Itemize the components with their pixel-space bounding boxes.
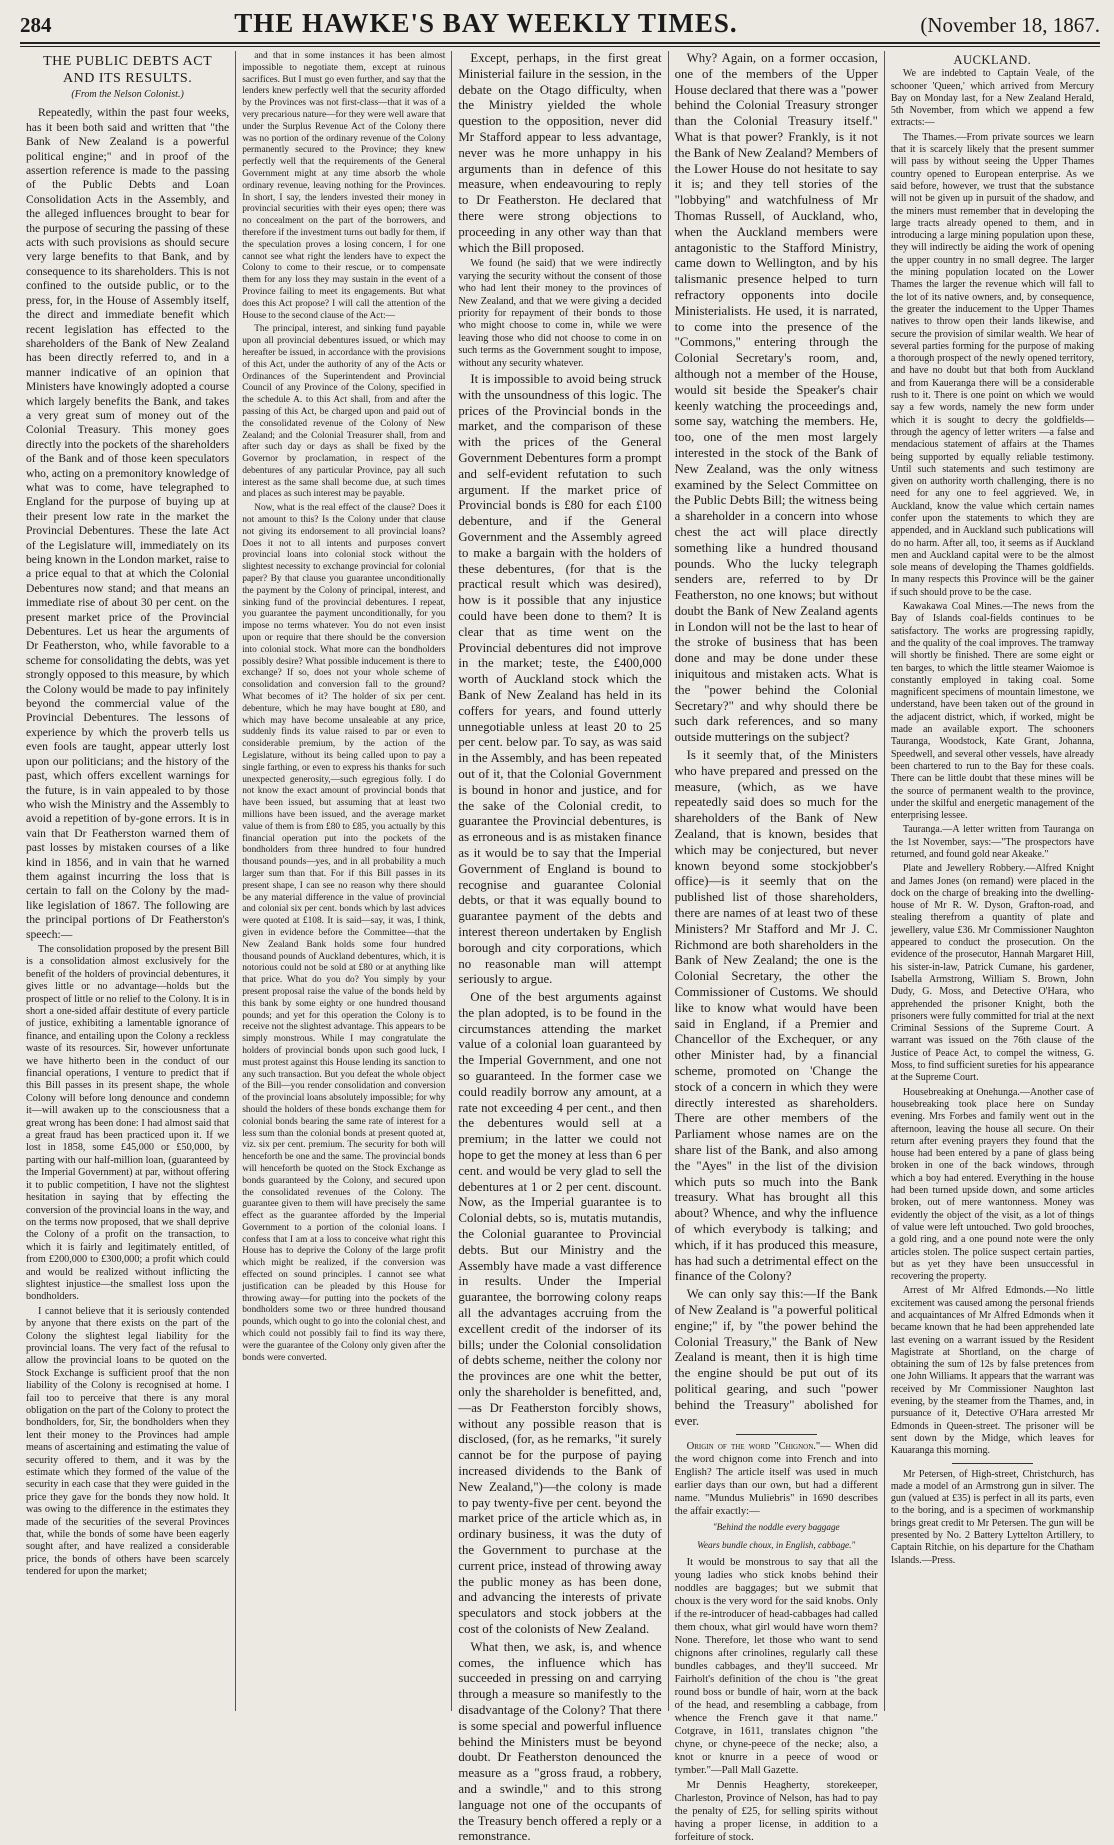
paragraph: Except, perhaps, in the first great Ministerial failure in the session, in the debate on the Otago difficulty, when the Ministry yielded the whole question to the opposition, never did Mr Stafford appear to less advantage, never was he more unhappy in his arguments than in defence of this measure, when endeavouring to reply to Dr Featherston. He declared that there were strong objections to proceeding in any other way than that which the Bill proposed. xyxy=(458,51,662,255)
column-1 xyxy=(20,51,236,1711)
paragraph: The Thames.—From private sources we learn that it is scarcely likely that the present summer will pass by without seeing the Upper Thames country opened to European enterprise. As we said before, however, we trust that the substance will not be given up in pursuit of the shadow, and the miners must remember that in developing the large tracts already opened to them, and in introducing a large mining population upon these, they will indirectly be aiding the work of opening the upper country in no small degree. The larger the mining population located on the Lower Thames the larger the revenue which will fall to the lot of its native owners, and, by consequence, the greater the inducement to the Upper Thames natives to throw open their lands likewise, and secure the provision of similar wealth. We hear of several parties forming for the purpose of making a thorough prospect of the newly opened territory, and have no doubt but that both from Auckland and from Kaueranga there will be a considerable rush to it. There is one point on which we would say a few words, namely the new form under which it is sought to decry the goldfields—through the agency of letter writers —a false and mendacious statement of affairs at the Thames being supported by equally reliable testimony. Until such statements and such testimony are given on authority worth challenging, there is no need for any one to feel aggrieved. We, in Auckland, know the value which certain names confer upon the statements to which they are appended, and in Auckland such publications will do no harm. After all, too, it seems as if Auckland men and Auckland capital were to be the almost sole means of developing the Thames goldfields. In many respects this Province will be the gainer if such should prove to be the case. xyxy=(890,131,1095,598)
paragraph: Repeatedly, within the past four weeks, has it been both said and written that "the Bank of New Zealand is a powerful political engine;" and in proof of the assertion reference is made to the passing of the Public Debts and Loan Consolidation Acts in the Assembly, and the alleged influences brought to bear for the purpose of securing the passing of these acts with such provisions as should secure very large benefits to that Bank, and by consequence to its shareholders. This is not confined to the outside public, or to the press, for, in the House of Assembly itself, the direct and immediate benefit which recent legislation has effected to the shareholders of the Bank of New Zealand has been directly referred to, and in a manner indicative of an opinion that Ministers have knowingly adopted a course which largely benefits the Bank, and takes a very great sum of money out of the Colonial Treasury. This money goes directly into the pockets of the shareholders of the Bank and of those keen speculators who, acting on a premonitory knowledge of what was to come, have telegraphed to England for the purpose of buying up at their present low rate in the market the Provincial Debentures. These the late Act of the Legislature will, immediately on its being known in the London market, raise to a price equal to that at which the Colonial Debentures now stand; and that means an immediate rise of about 30 per cent. on the present market price of the Provincial Debentures. Let us hear the arguments of Dr Featherston, who, while favorable to a scheme for consolidating the debts, was yet strongly opposed to this measure, by which the Colony would be made to pay infinitely beyond the commercial value of the Provincial Debentures. The lessons of experience by which the proverb tells us even fools are taught, appear utterly lost upon our politicians; and the history of the past, which offers excellent warnings for the future, is in vain appealed to by those who wish the Ministry and the Assembly to avoid a repetition of by-gone errors. It is in vain that Dr Featherston warned them of past losses by mistaken courses of a like kind in 1856, and in vain that he warned them against incurring the loss that is certain to fall on the Colony by the mad-like legislation of 1867. The following are the principal portions of Dr Featherston's speech:— xyxy=(26,106,230,941)
paragraph xyxy=(675,1440,878,1518)
paragraph: I cannot believe that it is seriously contended by anyone that there exists on the part of the Colony the slightest legal liability for the provincial loans. The very fact of the refusal to allow the provincial loans to be quoted on the Stock Exchange is sufficient proof that the non liability of the Colony is recognised at home. I fail too to perceive that there is any moral obligation on the part of the Colony to protect the bondholders, for, Sir, the bondholders when they lent their money to the Provinces had ample means of ascertaining and estimating the value of security offered to them, and it was by the estimate which they formed of the value of the security in each case that they were guided in the price they gave for the bonds they now hold. It was owing to the difference in the estimates they made of the securities of the several Provinces that, while the bonds of some have been eagerly sought after, and have realized a considerable price, the bonds of others have been scarcely tendered for upon the market; xyxy=(26,1305,230,1578)
quoted-paragraph: We found (he said) that we were indirectly varying the security without the consent of those who had lent their money to the provinces of New Zealand, and that we were giving a decided priority for repayment of their bonds to those who might choose to come in, while we were leaving those who did not choose to come in on such terms as the Government sought to impose, without any security whatever. xyxy=(458,258,662,369)
column-2 xyxy=(236,51,452,1711)
section-title-chignon: Origin of the word "Chignon."— xyxy=(686,1441,831,1453)
paragraph: One of the best arguments against the plan adopted, is to be found in the circumstances attending the market value of a colonial loan guaranteed by the Imperial Government, and one not so guaranteed. In the former case we could readily borrow any amount, at a rate not exceeding 4 per cent., and then the debentures would sell at a premium; in the latter we could not hope to get the money at less than 6 per cent. and would be very glad to sell the debentures at 1 or 2 per cent. discount. Now, as the Imperial guarantee is to Colonial debts, so is, mutatis mutandis, the Colonial guarantee to Provincial debts. But our Ministry and the Assembly have made a vast difference in results. Under the Imperial guarantee, the borrowing colony reaps all the advantages accruing from the excellent credit of the indorser of its bills; under the Colonial consolidation of debts scheme, neither the colony nor the provinces are one whit the better, only the shareholder is benefitted, and,—as Dr Featherston forcibly shows, without any possible reason that is disclosed, (for, as he remarks, "it surely cannot be for the purpose of paying increased dividends to the Bank of New Zealand,")—the colony is made to pay twenty-five per cent. beyond the market price of the article which as, in ordinary business, it was the duty of the Government to purchase at the current price, instead of throwing away the public money as has been done, and advancing the interests of private speculators and stock jobbers at the cost of the colonists of New Zealand. xyxy=(458,990,662,1636)
paragraph: Arrest of Mr Alfred Edmonds.—No little excitement was caused among the personal friends and acquaintances of Mr Alfred Edmonds when it became known that he had been apprehended late last evening on a warrant issued by the Resident Magistrate at Shortland, on the charge of obtaining the sum of 12s by false pretences from one John Williams. It appears that the warrant was received by Mr Commissioner Naughton last evening, by the steamer from the Thames, and, in pursuance of it, Detective O'Hara arrested Mr Edmonds in Queen-street. The prisoner will be sent down by the Midge, which leaves for Kauaranga this morning. xyxy=(890,1285,1095,1457)
verse-line: "Behind the noddle every baggage xyxy=(712,1522,840,1533)
newspaper-title: THE HAWKE'S BAY WEEKLY TIMES. xyxy=(234,8,738,38)
paragraph: It is impossible to avoid being struck with the unsoundness of this logic. The prices of the Provincial bonds in the market, and the comparison of these with the prices of the General Government Debentures form a prompt and self-evident refutation to such argument. If the market price of Provincial bonds is £80 for each £100 debenture, and if the General Government and the Assembly agreed to make a bargain with the holders of these debentures, (for that is the practical result which was desired), how is it possible that any injustice could have been done to them? It is clear that as time went on the Provincial debentures did not improve in the market; teste, the £400,000 worth of Auckland stock which the Bank of New Zealand has held in its coffers for years, and found utterly unnegotiable unless at least 20 to 25 per cent. below par. To say, as was said in the Assembly, and has been repeated out of it, that the Colonial Government is bound in honor and justice, and for the sake of the Colonial credit, to guarantee the Provincial debentures, is as erroneous and is as mistaken finance as it would be to say that the Imperial Government of England is bound to recognise and guarantee Colonial debts, or that it was equally bound to guarantee payment of the debts and interest thereon undertaken by English borough and city corporations, which no reasonable man will attempt seriously to argue. xyxy=(458,372,662,987)
paragraph: We can only say this:—If the Bank of New Zealand is "a powerful political engine;" if, by "the power behind the Colonial Treasury," the Bank of New Zealand is meant, then it is high time the engine should be put out of its political gearing, and such "power behind the Treasury" abolished for ever. xyxy=(674,1287,878,1428)
paragraph: and that in some instances it has been almost impossible to negotiate them, except at ruinous sacrifices. But I must go even further, and say that the lenders knew perfectly well that the security afforded by the Provinces was not first-class—that it was of a very precarious nature—for they were well aware that under the Surplus Revenue Act of the Colony there was no portion of the ordinary revenue of the Colony permanently secured to the Province; they knew perfectly well that the requirements of the General Government might at any time absorb the whole ordinary revenue, leaving nothing for the Provinces. In short, I say, the lenders invested their money in provincial securities with their eyes open; there was no concealment on the part of the borrowers, and therefore if the investment turns out badly for them, if the speculation proves a losing concern, I for one cannot see what right the lenders have to expect the Colony to come to their rescue, or to compensate them for any loss they may sustain in the event of a Province failing to meet its engagements. But what does this Act propose? I will call the attention of the House to the second clause of the Act:— xyxy=(242,51,446,321)
paragraph: Plate and Jewellery Robbery.—Alfred Knight and James Jones (on remand) were placed in the dock on the charge of breaking into the dwelling-house of Mr R. W. Dyson, Grafton-road, and stealing therefrom a quantity of plate and jewellery, value £36. Mr Commissioner Naughton appeared to conduct the prosecution. On the evidence of the prosecutor, Hannah Margaret Hill, his sister-in-law, Patrick Cumane, his gardener, Isabella Armstrong, William S. Brown, John Dudy, G. Moss, and Detective O'Hara, who apprehended the prisoner Knight, both the prisoners were fully committed for trial at the next Criminal Sessions of the Supreme Court. A warrant was issued on the 76th clause of the Justice of Peace Act, to compel the witness, G. Moss, to find sufficient sureties for his appearance at the Supreme Court. xyxy=(890,863,1095,1084)
paragraph: It would be monstrous to say that all the young ladies who stick knobs behind their noddles are baggages; but we submit that choux is the very word for the said knobs. Only if the re-introducer of head-cabbages had called them choux, what girl would have worn them? None. Therefore, let those who want to send chignons after crinolines, regularly call these bundles cabbages, and they'll succeed. Mr Fairholt's definition of the chou is "the great round boss or bundle of hair, worn at the back of the head, and resembling a cabbage, from whence the French gave it that name." Cotgrave, in 1611, translates chignon "the chyne, or chyne-peece of the necke; also, a knot or knurre in a peece of wood or tymber."—Pall Mall Gazette. xyxy=(674,1556,878,1776)
section-divider xyxy=(736,1434,817,1435)
masthead-rule xyxy=(20,46,1100,47)
paragraph: Why? Again, on a former occasion, one of the members of the Upper House declared that there was a "power behind the Colonial Treasury stronger than the Colonial Treasury itself." What is that power? Frankly, is it not the Bank of New Zealand? Members of the Lower House do not hesitate to say it is; and they tell stories of the "lobbying" and watchfulness of Mr Thomas Russell, of Auckland, who, when the Auckland members were antagonistic to the Stafford Ministry, came down to Wellington, and by his talismanic presence helped to turn refractory opponents into docile Ministerialists. He used, it is narrated, to come into the presence of the "Commons," entering through the Colonial Secretary's room, and, although not a member of the House, would sit beside the Speaker's chair keenly watching the proceedings and, some say, watching the members. He, too, one of the men most largely interested in the stock of the Bank of New Zealand, was the only witness examined by the Select Committee on the Public Debts Bill; the witness being a shareholder in a concern into whose chest the act will place directly something like a hundred thousand pounds. Who the lucky telegraph senders are, referred to by Dr Featherston, no one knows; but without doubt the Bank of New Zealand agents in London will not be the last to hear of the stroke of business that has been done and may be done under these iniquitous and mistaken acts. What is the "power behind the Colonial Secretary?" and why should there be such dark references, and so many outside mutterings on the subject? xyxy=(674,51,878,745)
paragraph: The consolidation proposed by the present Bill is a consolidation almost exclusively for the benefit of the holders of provincial debentures, it gives little or no advantage—holds but the prospect of little or no relief to the Colony. It is in short a one-sided affair destitute of every particle of justice, exhibiting a lamentable ignorance of finance, and entailing upon the Colony a reckless waste of its resources. Sir, however unfortunate we have hitherto been in the conduct of our financial operations, I venture to predict that if this Bill passes in its present shape, the whole Colony will before long denounce and condemn it—will awaken up to the consciousness that a great wrong has been done: I had almost said that a great fraud has been practiced upon it. If we lost in 1858, some £45,000 or £50,000, by parting with our half-million loan, (guaranteed by the Imperial Government) at par, without offering it to public competition, I have not the slightest hesitation in saying that by effecting the conversion of the provincial loans in the way, and on the terms now proposed, that we shall deprive the Colony of a profit on the transaction, to which it is fairly and legitimately entitled, of from £200,000 to £300,000; a profit which could and would be realized without inflicting the slightest injustice—the smallest loss upon the bondholders. xyxy=(26,943,230,1303)
paragraph: Mr Dennis Heagherty, storekeeper, Charleston, Province of Nelson, has had to pay the penalty of £25, for selling spirits without having a proper license, in addition to a forfeiture of stock. xyxy=(674,1779,878,1843)
chignon-text: When did the word chignon come into French and into English? The article itself was used in much earlier days than our own, but had a different name. "Mundus Muliebris" in 1690 describes the affair exactly:— xyxy=(674,1441,878,1518)
masthead xyxy=(20,8,1100,44)
article-source: (From the Nelson Colonist.) xyxy=(71,89,184,100)
paragraph: Kawakawa Coal Mines.—The news from the Bay of Islands coal-fields continues to be satisfactory. The works are progressing rapidly, and the quality of the coal improves. The tramway will shortly be finished. There are some eight or ten barges, to which the little steamer Waiomoe is constantly employed in taking coal. Some magnificent specimens of mountain limestone, we understand, have been taken out of the ground in the adjacent district, which, if worked, might be made an available export. The schooners Tauranga, Woodstock, Kate Grant, Johanna, Speedwell, and several other vessels, have already been chartered to run to the Bay for these coals. There can be little doubt that these mines will be the source of permanent wealth to the province, under the skilful and energetic management of the enterprising lessee. xyxy=(890,601,1095,822)
article-heading-public-debts: THE PUBLIC DEBTS ACT AND ITS RESULTS. xyxy=(43,54,213,86)
paragraph: Tauranga.—A letter written from Tauranga on the 1st November, says:—"The prospectors have returned, and found gold near Akeake." xyxy=(890,824,1095,860)
column-5 xyxy=(885,51,1100,1711)
paragraph: Now, what is the real effect of the clause? Does it not amount to this? Is the Colony under that clause not giving its endorsement to all provincial loans? Does it not to all intents and purposes convert provincial loans into colonial stock without the slightest necessity to exchange provincial for colonial paper? By that clause you guarantee unconditionally the payment by the Colony of principal, interest, and sinking fund of the provincial debentures. I repeat, you guarantee the payment unconditionally, for you impose no terms whatever. You do not even insist upon or require that there should be the conversion into colonial stock. What more can the bondholders possibly desire? What possible inducement is there to exchange? If so, does not your whole scheme of consolidation and conversion fall to the ground? What becomes of it? The holder of six per cent. debenture, which he may have bought at £80, and which may have become unsaleable at any price, suddenly finds its value raised to par or even to considerable premium, by the action of the Legislature, without its being called upon to pay a single farthing, or even to express his thanks for such unexpected generosity,—such egregious folly. I do not know the exact amount of provincial bonds that have been issued, but assuming that at least two millions have been issued, and the average market value of them is from £80 to £85, you actually by this financial operation put into the pockets of the bondholders from three hundred to four hundred thousand pounds—yes, and in all probability a much larger sum than that. For if this Bill passes in its present shape, I can see no reason why there should be any material difference in the value of provincial and colonial six per cent. bonds which by last advices were quoted at £108. It is said—say, it was, I think, given in evidence before the Committee—that the New Zealand Bank holds some four hundred thousand pounds of Auckland debentures, which, it is notorious could not be sold at £80 or at anything like that price. What do you do? You simply by your present proposal raise the value of the bonds held by this bank by some eighty or one hundred thousand pounds; and yet for this operation the Colony is to receive not the slightest advantage. This appears to be simply monstrous. While I may congratulate the holders of provincial bonds upon such good luck, I must protest against this House lending its sanction to any such transaction. But you defeat the whole object of the Bill—you render consolidation and conversion of the provincial loans absolutely impossible; for why should the holders of these bonds exchange them for colonial bonds bearing the same rate of interest for a less sum than the colonial bonds at present quoted at, viz. six per cent. premium. The security for both will henceforth be one and the same. The provincial bonds will henceforth be quoted on the Stock Exchange as bonds guaranteed by the Colony, and secured upon the consolidated revenues of the Colony. The guarantee given to them will have precisely the same effect as the guarantee afforded by the Imperial Government to a portion of the colonial loans. I confess that I am at a loss to conceive what right this House has to deprive the Colony of the large profit which might be realized, if the conversion was effected on sound principles. I cannot see what justification can be pleaded by this House for throwing away—for putting into the pockets of the bondholders some two or three hundred thousand pounds, which ought to go into the colonial chest, and which could not possibly fail to find its way there, were the guarantee of the Colony only given after the bonds were converted. xyxy=(242,503,446,1363)
section-divider xyxy=(952,1463,1033,1464)
verse-line: Wears bundle choux, in English, cabbage." xyxy=(697,1540,856,1551)
paragraph: We are indebted to Captain Veale, of the schooner 'Queen,' which arrived from Mercury Bay on Monday last, for a New Zealand Herald, 5th November, from which we append a few extracts:— xyxy=(890,68,1095,129)
paragraph: Mr Petersen, of High-street, Christchurch, has made a model of an Armstrong gun in silver. The gun (valued at £35) is perfect in all its parts, even to the boring, and is a specimen of workmanship brings great credit to Mr Petersen. The gun will be presented by No. 2 Battery Lyttelton Artillery, to Captain Ritchie, on his departure for the Chatham Islands.—Press. xyxy=(890,1468,1095,1566)
paragraph: Housebreaking at Onehunga.—Another case of housebreaking took place here on Sunday evening. Mrs Forbes and family went out in the afternoon, leaving the house all secure. On their return after evening prayers they found that the house had been entered by a pane of glass being broken in one of the back windows, through which a boy had entered. Everything in the house had been turned upside down, and some articles broken, out of mere wantonness. Money was evidently the object of the visit, as a lot of things of value were left untouched. Two gold brooches, a gold ring, and a one pound note were the only articles stolen. The police suspect certain parties, but as yet they have been unsuccessful in recovering the property. xyxy=(890,1086,1095,1283)
paragraph: What then, we ask, is, and whence comes, the influence which has succeeded in pressing on and carrying through a measure so manifestly to the disadvantage of the Colony? That there is some special and powerful influence behind the Ministers must be beyond doubt. Dr Featherston denounced the measure as a "gross fraud, a robbery, and a swindle," and to this strong language not one of the occupants of the Treasury bench offered a reply or a remonstrance. xyxy=(458,1639,662,1844)
paragraph: The principal, interest, and sinking fund payable upon all provincial debentures issued, or which may hereafter be issued, in accordance with the provisions of this Act, under the authority of any of the Acts or Ordinances of the Superintendent and Provincial Council of any Province of the Colony, specified in the schedule A. to this Act shall, from and after the passing of this Act, be charged upon and paid out of the consolidated revenue of the Colony of New Zealand; and the Colonial Treasurer shall, from and after such day or days as shall be fixed by the Governor by proclamation, in respect of the debentures of any particular Province, pay all such interest as the same shall become due, at such times and places as such interest may be payable. xyxy=(242,324,446,500)
columns xyxy=(20,51,1100,1844)
section-heading-auckland: AUCKLAND. xyxy=(953,53,1032,67)
column-4 xyxy=(669,51,885,1843)
column-3 xyxy=(452,51,668,1844)
issue-date: (November 18, 1867. xyxy=(920,13,1100,37)
page-number: 284 xyxy=(20,13,52,37)
paragraph: Is it seemly that, of the Ministers who have prepared and pressed on the measure, (which, as we have repeatedly said does so much for the shareholders of the Bank of New Zealand, that is known, besides that which may be conjectured, but never known beyond some stockjobber's office)—is it seemly that on the published list of those shareholders, there are names of at least two of these Ministers? Mr Stafford and Mr J. C. Richmond are both shareholders in the Bank of New Zealand; the one is the Colonial Secretary, the other the Commissioner of Customs. We should like to know what would have been said in England, if a Premier and Chancellor of the Exchequer, or any other Minister had, by a financial scheme, promoted on 'Change the stock of a concern in which they were directly interested as shareholders. There are other members of the Parliament whose names are on the share list of the Bank, and also among the "Ayes" in the list of the division which puts so much into the Bank treasury. What has brought all this about? Whence, and why the influence of which everybody is talking; and which, if it has produced this measure, has had such a detrimental effect on the finance of the Colony? xyxy=(674,748,878,1284)
